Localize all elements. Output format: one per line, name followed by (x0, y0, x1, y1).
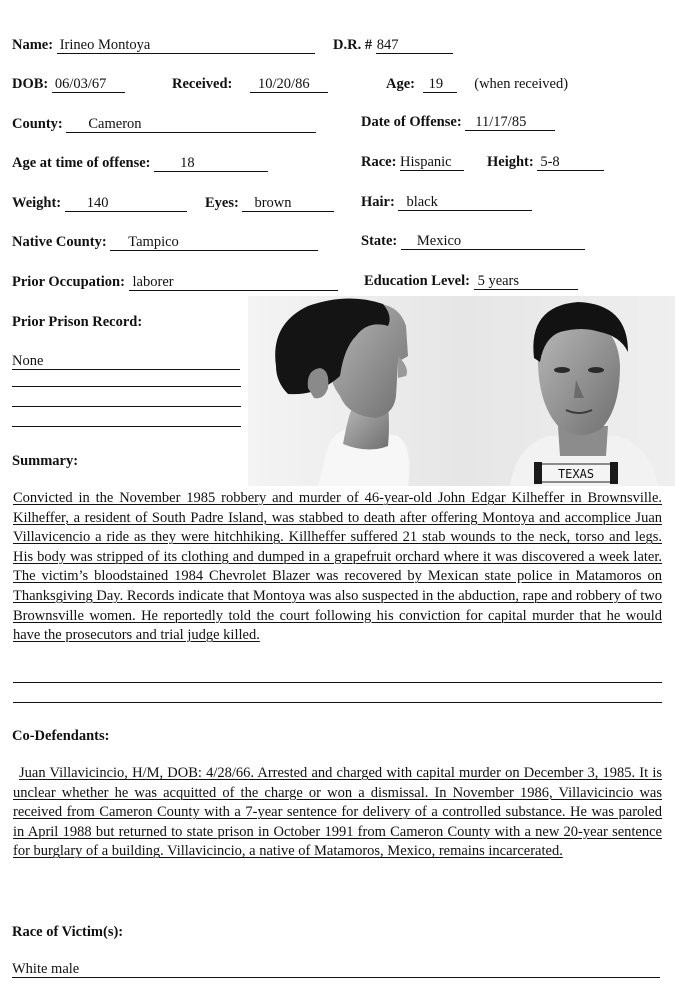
received-value: 10/20/86 (250, 76, 328, 93)
age-offense-field (12, 154, 268, 172)
native-county-field (12, 233, 318, 251)
native-county-value: Tampico (110, 234, 318, 251)
age-value: 19 (423, 76, 457, 93)
dob-value: 06/03/67 (52, 76, 125, 93)
prior-record-line-4 (12, 426, 241, 427)
county-label: County: (12, 116, 63, 132)
native-county-label: Native County: (12, 234, 107, 250)
summary-extra-line-1 (13, 682, 662, 683)
dr-value: 847 (376, 37, 453, 54)
placard-text: TEXAS (557, 467, 595, 481)
dob-field (12, 75, 125, 93)
education-label: Education Level: (364, 273, 470, 289)
race-label: Race: (361, 154, 397, 170)
eyes-label: Eyes: (205, 195, 239, 211)
race-field (361, 153, 464, 171)
prior-record-line-3 (12, 406, 241, 407)
dob-label: DOB: (12, 76, 49, 92)
weight-field (12, 194, 187, 212)
occupation-field (12, 273, 338, 291)
codefendants-text: Juan Villavicincio, H/M, DOB: 4/28/66. Arrested and charged with capital murder on December 3, 1985. It is unclear whether he was acquitted of the charge or won a dismissal. In November 1986, Villavicincio was received from Cameron County with a 7-year sentence for delivery of a controlled substance. He was paroled in April 1988 but returned to state prison in October 1991 from Cameron County with a new 20-year sentence for burglary of a building. Villavicincio, a native of Matamoros, Mexico, remains incarcerated. (13, 765, 662, 860)
state-value: Mexico (401, 233, 585, 250)
dr-label: D.R. # (333, 37, 373, 53)
name-field (12, 36, 315, 54)
prior-record-line-2 (12, 386, 241, 387)
offense-date-value: 11/17/85 (465, 114, 555, 131)
occupation-value: laborer (129, 274, 338, 291)
hair-value: black (398, 194, 532, 211)
height-value: 5-8 (537, 154, 604, 171)
summary-text: Convicted in the November 1985 robbery and murder of 46-year-old John Edgar Kilheffer in Brownsville. Kilheffer, a resident of South Padre Island, was stabbed to death after offering Montoya and accomplice Juan Villavicencio a ride as they were hitchhiking. Killheffer suffered 21 stab wounds to the neck, torso and legs. His body was stripped of its clothing and dumped in a grapefruit orchard where it was discovered a week later. The victim’s bloodstained 1984 Chevrolet Blazer was recovered by Mexican state police in Matamoros on Thanksgiving Day. Records indicate that Montoya was also suspected in the abduction, rape and robbery of two Brownsville women. He reportedly told the court following his conviction for capital murder that he would have the prosecutors and trial judge killed. (13, 490, 662, 644)
age-note: (when received) (474, 76, 569, 92)
race-value: Hispanic (400, 154, 464, 171)
age-field (386, 75, 568, 93)
victim-heading: Race of Victim(s): (12, 924, 124, 940)
hair-field (361, 193, 532, 211)
offense-date-label: Date of Offense: (361, 114, 462, 130)
height-label: Height: (487, 154, 534, 170)
county-field (12, 115, 316, 133)
codefendants-heading: Co-Defendants: (12, 728, 110, 744)
age-offense-value: 18 (154, 155, 268, 172)
name-value: Irineo Montoya (57, 37, 315, 54)
name-label: Name: (12, 37, 54, 53)
age-offense-label: Age at time of offense: (12, 155, 151, 171)
county-value: Cameron (66, 116, 316, 133)
education-value: 5 years (474, 273, 578, 290)
summary-heading: Summary: (12, 453, 79, 469)
weight-value: 140 (65, 195, 187, 212)
eyes-value: brown (242, 195, 334, 212)
offense-date-field (361, 113, 555, 131)
received-label: Received: (172, 76, 233, 92)
age-label: Age: (386, 76, 415, 92)
dr-field (333, 36, 453, 54)
mugshot-photo (248, 296, 675, 486)
education-field (364, 272, 578, 290)
received-field (172, 75, 328, 93)
eyes-field (205, 194, 334, 212)
prior-record-heading: Prior Prison Record: (12, 314, 143, 330)
victim-value: White male (12, 961, 660, 978)
state-field (361, 232, 585, 250)
prior-record-value: None (12, 353, 240, 370)
state-label: State: (361, 233, 398, 249)
summary-extra-line-2 (13, 702, 662, 703)
occupation-label: Prior Occupation: (12, 274, 125, 290)
weight-label: Weight: (12, 195, 62, 211)
height-field (487, 153, 604, 171)
hair-label: Hair: (361, 194, 395, 210)
